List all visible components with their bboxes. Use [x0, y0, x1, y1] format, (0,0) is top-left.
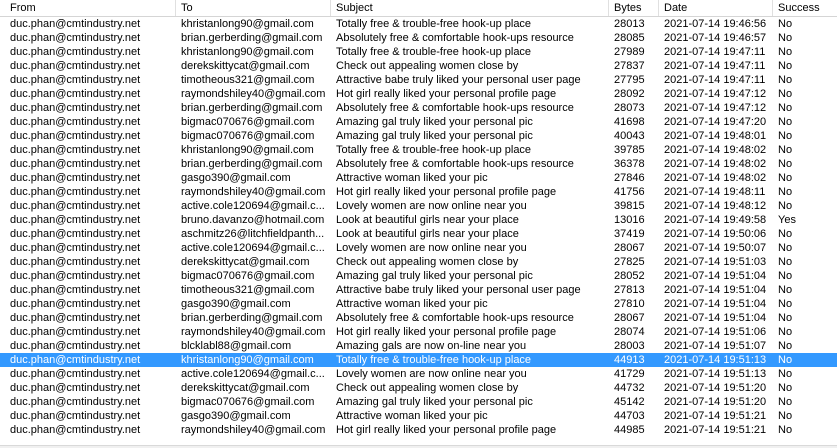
cell-from: duc.phan@cmtindustry.net	[10, 74, 141, 86]
cell-date: 2021-07-14 19:47:12	[664, 88, 767, 100]
cell-subject: Totally free & trouble-free hook-up place	[336, 354, 532, 366]
cell-date: 2021-07-14 19:48:02	[664, 144, 767, 156]
cell-success: No	[778, 312, 793, 324]
cell-subject: Totally free & trouble-free hook-up place	[336, 18, 532, 30]
cell-date: 2021-07-14 19:47:11	[664, 46, 766, 58]
cell-subject: Amazing gal truly liked your personal pic	[336, 130, 533, 142]
cell-to: gasgo390@gmail.com	[181, 410, 291, 422]
column-header-date[interactable]: Date	[659, 0, 773, 16]
column-header-to[interactable]: To	[176, 0, 331, 16]
cell-to: brian.gerberding@gmail.com	[181, 32, 323, 44]
cell-from: duc.phan@cmtindustry.net	[10, 46, 141, 58]
cell-from: duc.phan@cmtindustry.net	[10, 312, 141, 324]
cell-to: brian.gerberding@gmail.com	[181, 158, 323, 170]
cell-bytes: 44985	[614, 424, 645, 436]
table-row[interactable]	[0, 31, 837, 45]
cell-bytes: 27795	[614, 74, 645, 86]
cell-success: No	[778, 396, 793, 408]
cell-success: No	[778, 88, 793, 100]
cell-to: bigmac070676@gmail.com	[181, 270, 315, 282]
cell-subject: Check out appealing women close by	[336, 382, 519, 394]
cell-subject: Amazing gal truly liked your personal pic	[336, 116, 533, 128]
cell-subject: Amazing gal truly liked your personal pic	[336, 396, 533, 408]
cell-bytes: 28003	[614, 340, 645, 352]
table-row[interactable]	[0, 45, 837, 59]
cell-from: duc.phan@cmtindustry.net	[10, 102, 141, 114]
cell-to: blcklabl88@gmail.com	[181, 340, 292, 352]
cell-date: 2021-07-14 19:51:04	[664, 312, 767, 324]
cell-bytes: 27825	[614, 256, 645, 268]
cell-to: brian.gerberding@gmail.com	[181, 102, 323, 114]
cell-from: duc.phan@cmtindustry.net	[10, 410, 141, 422]
cell-date: 2021-07-14 19:50:07	[664, 242, 767, 254]
cell-subject: Amazing gal truly liked your personal pic	[336, 270, 533, 282]
cell-bytes: 44913	[614, 354, 645, 366]
cell-success: No	[778, 200, 793, 212]
cell-from: duc.phan@cmtindustry.net	[10, 200, 141, 212]
cell-subject: Look at beautiful girls near your place	[336, 214, 519, 226]
cell-from: duc.phan@cmtindustry.net	[10, 340, 141, 352]
cell-success: No	[778, 158, 793, 170]
cell-bytes: 40043	[614, 130, 645, 142]
cell-to: derekskittycat@gmail.com	[181, 382, 310, 394]
cell-date: 2021-07-14 19:48:12	[664, 200, 767, 212]
cell-from: duc.phan@cmtindustry.net	[10, 242, 141, 254]
cell-subject: Hot girl really liked your personal profile page	[336, 186, 557, 198]
cell-success: No	[778, 410, 793, 422]
cell-success: No	[778, 256, 793, 268]
cell-bytes: 27846	[614, 172, 645, 184]
cell-from: duc.phan@cmtindustry.net	[10, 144, 141, 156]
cell-subject: Check out appealing women close by	[336, 60, 519, 72]
cell-to: khristanlong90@gmail.com	[181, 354, 314, 366]
cell-from: duc.phan@cmtindustry.net	[10, 32, 141, 44]
cell-to: khristanlong90@gmail.com	[181, 18, 314, 30]
cell-subject: Totally free & trouble-free hook-up place	[336, 46, 532, 58]
cell-subject: Hot girl really liked your personal profile page	[336, 326, 557, 338]
cell-to: gasgo390@gmail.com	[181, 172, 291, 184]
cell-date: 2021-07-14 19:51:13	[664, 368, 767, 380]
cell-success: No	[778, 298, 793, 310]
cell-subject: Hot girl really liked your personal profile page	[336, 88, 557, 100]
table-row[interactable]	[0, 143, 837, 157]
cell-date: 2021-07-14 19:49:58	[664, 214, 767, 226]
cell-bytes: 41729	[614, 368, 645, 380]
cell-to: khristanlong90@gmail.com	[181, 46, 314, 58]
cell-success: No	[778, 116, 793, 128]
cell-subject: Absolutely free & comfortable hook-ups resource	[336, 32, 574, 44]
cell-bytes: 44703	[614, 410, 645, 422]
cell-to: raymondshiley40@gmail.com	[181, 326, 326, 338]
cell-bytes: 28085	[614, 32, 645, 44]
cell-to: gasgo390@gmail.com	[181, 298, 291, 310]
table-row[interactable]	[0, 269, 837, 283]
cell-success: No	[778, 74, 793, 86]
cell-subject: Lovely women are now online near you	[336, 242, 527, 254]
cell-success: No	[778, 340, 793, 352]
cell-from: duc.phan@cmtindustry.net	[10, 326, 141, 338]
cell-success: No	[778, 102, 793, 114]
cell-date: 2021-07-14 19:51:04	[664, 270, 767, 282]
cell-from: duc.phan@cmtindustry.net	[10, 60, 141, 72]
cell-to: bigmac070676@gmail.com	[181, 130, 315, 142]
column-header-success[interactable]: Success	[778, 2, 820, 14]
cell-date: 2021-07-14 19:46:56	[664, 18, 767, 30]
table-row[interactable]	[0, 115, 837, 129]
cell-success: No	[778, 270, 793, 282]
table-row[interactable]	[0, 199, 837, 213]
cell-from: duc.phan@cmtindustry.net	[10, 424, 141, 436]
cell-date: 2021-07-14 19:47:11	[664, 60, 766, 72]
cell-bytes: 41698	[614, 116, 645, 128]
cell-success: No	[778, 242, 793, 254]
table-row[interactable]	[0, 101, 837, 115]
table-row[interactable]	[0, 395, 837, 409]
cell-success: No	[778, 228, 793, 240]
cell-bytes: 28067	[614, 312, 645, 324]
cell-to: timotheous321@gmail.com	[181, 74, 315, 86]
cell-bytes: 28067	[614, 242, 645, 254]
cell-date: 2021-07-14 19:50:06	[664, 228, 767, 240]
cell-success: No	[778, 18, 793, 30]
cell-success: No	[778, 144, 793, 156]
cell-bytes: 28013	[614, 18, 645, 30]
cell-date: 2021-07-14 19:46:57	[664, 32, 767, 44]
table-row[interactable]	[0, 297, 837, 311]
cell-subject: Attractive woman liked your pic	[336, 298, 488, 310]
cell-success: No	[778, 382, 793, 394]
cell-subject: Attractive woman liked your pic	[336, 410, 488, 422]
cell-success: No	[778, 46, 793, 58]
cell-to: aschmitz26@litchfieldpanth...	[181, 228, 325, 240]
cell-bytes: 27837	[614, 60, 645, 72]
cell-date: 2021-07-14 19:47:12	[664, 102, 767, 114]
column-header-bar	[0, 0, 837, 17]
cell-success: No	[778, 172, 793, 184]
table-row[interactable]	[0, 255, 837, 269]
cell-from: duc.phan@cmtindustry.net	[10, 368, 141, 380]
cell-bytes: 41756	[614, 186, 645, 198]
cell-date: 2021-07-14 19:51:20	[664, 396, 767, 408]
table-row[interactable]	[0, 423, 837, 437]
cell-from: duc.phan@cmtindustry.net	[10, 396, 141, 408]
cell-subject: Attractive woman liked your pic	[336, 172, 488, 184]
cell-to: bigmac070676@gmail.com	[181, 396, 315, 408]
table-row[interactable]	[0, 227, 837, 241]
cell-date: 2021-07-14 19:51:06	[664, 326, 767, 338]
cell-to: brian.gerberding@gmail.com	[181, 312, 323, 324]
table-row[interactable]	[0, 157, 837, 171]
cell-to: bigmac070676@gmail.com	[181, 116, 315, 128]
table-row[interactable]	[0, 283, 837, 297]
cell-subject: Look at beautiful girls near your place	[336, 228, 519, 240]
table-row[interactable]	[0, 17, 837, 31]
column-header-from[interactable]: From	[5, 0, 176, 16]
table-row[interactable]	[0, 73, 837, 87]
cell-date: 2021-07-14 19:51:04	[664, 284, 767, 296]
cell-bytes: 27813	[614, 284, 645, 296]
cell-to: active.cole120694@gmail.c...	[181, 368, 325, 380]
cell-date: 2021-07-14 19:48:01	[664, 130, 767, 142]
cell-to: derekskittycat@gmail.com	[181, 256, 310, 268]
cell-subject: Amazing gals are now on-line near you	[336, 340, 527, 352]
cell-subject: Lovely women are now online near you	[336, 368, 527, 380]
cell-success: No	[778, 424, 793, 436]
cell-subject: Check out appealing women close by	[336, 256, 519, 268]
table-row[interactable]	[0, 87, 837, 101]
table-body	[0, 17, 837, 437]
cell-to: raymondshiley40@gmail.com	[181, 88, 326, 100]
cell-to: active.cole120694@gmail.c...	[181, 242, 325, 254]
cell-from: duc.phan@cmtindustry.net	[10, 130, 141, 142]
cell-success: Yes	[778, 214, 796, 226]
cell-bytes: 13016	[614, 214, 645, 226]
cell-to: khristanlong90@gmail.com	[181, 144, 314, 156]
cell-bytes: 39785	[614, 144, 645, 156]
table-row[interactable]	[0, 59, 837, 73]
table-row[interactable]	[0, 339, 837, 353]
table-row[interactable]	[0, 129, 837, 143]
cell-to: derekskittycat@gmail.com	[181, 60, 310, 72]
cell-from: duc.phan@cmtindustry.net	[10, 284, 141, 296]
cell-success: No	[778, 354, 793, 366]
cell-from: duc.phan@cmtindustry.net	[10, 158, 141, 170]
cell-bytes: 44732	[614, 382, 645, 394]
cell-bytes: 28073	[614, 102, 645, 114]
cell-success: No	[778, 60, 793, 72]
cell-from: duc.phan@cmtindustry.net	[10, 116, 141, 128]
cell-to: raymondshiley40@gmail.com	[181, 424, 326, 436]
cell-subject: Totally free & trouble-free hook-up place	[336, 144, 532, 156]
table-row[interactable]	[0, 367, 837, 381]
cell-from: duc.phan@cmtindustry.net	[10, 298, 141, 310]
cell-to: active.cole120694@gmail.c...	[181, 200, 325, 212]
column-header-bytes[interactable]: Bytes	[609, 0, 659, 16]
cell-success: No	[778, 186, 793, 198]
cell-date: 2021-07-14 19:51:03	[664, 256, 767, 268]
cell-bytes: 28074	[614, 326, 645, 338]
table-row[interactable]	[0, 311, 837, 325]
cell-from: duc.phan@cmtindustry.net	[10, 354, 141, 366]
cell-bytes: 37419	[614, 228, 645, 240]
cell-bytes: 28092	[614, 88, 645, 100]
cell-date: 2021-07-14 19:51:21	[664, 410, 767, 422]
cell-from: duc.phan@cmtindustry.net	[10, 256, 141, 268]
column-header-subject[interactable]: Subject	[331, 0, 609, 16]
cell-success: No	[778, 284, 793, 296]
cell-date: 2021-07-14 19:48:11	[664, 186, 766, 198]
cell-date: 2021-07-14 19:47:11	[664, 74, 766, 86]
cell-subject: Absolutely free & comfortable hook-ups resource	[336, 158, 574, 170]
cell-subject: Absolutely free & comfortable hook-ups resource	[336, 102, 574, 114]
cell-success: No	[778, 368, 793, 380]
cell-subject: Hot girl really liked your personal profile page	[336, 424, 557, 436]
table-row[interactable]	[0, 325, 837, 339]
cell-from: duc.phan@cmtindustry.net	[10, 214, 141, 226]
cell-from: duc.phan@cmtindustry.net	[10, 186, 141, 198]
cell-success: No	[778, 32, 793, 44]
table-row[interactable]	[0, 185, 837, 199]
cell-from: duc.phan@cmtindustry.net	[10, 270, 141, 282]
cell-date: 2021-07-14 19:51:13	[664, 354, 767, 366]
cell-bytes: 27810	[614, 298, 645, 310]
cell-date: 2021-07-14 19:48:02	[664, 158, 767, 170]
cell-from: duc.phan@cmtindustry.net	[10, 172, 141, 184]
cell-from: duc.phan@cmtindustry.net	[10, 88, 141, 100]
cell-to: raymondshiley40@gmail.com	[181, 186, 326, 198]
table-row[interactable]	[0, 353, 837, 367]
cell-subject: Attractive babe truly liked your personal user page	[336, 284, 581, 296]
cell-from: duc.phan@cmtindustry.net	[10, 18, 141, 30]
table-row[interactable]	[0, 241, 837, 255]
cell-bytes: 36378	[614, 158, 645, 170]
cell-success: No	[778, 130, 793, 142]
cell-bytes: 39815	[614, 200, 645, 212]
cell-date: 2021-07-14 19:51:04	[664, 298, 767, 310]
cell-date: 2021-07-14 19:51:07	[664, 340, 767, 352]
table-row[interactable]	[0, 381, 837, 395]
cell-bytes: 28052	[614, 270, 645, 282]
table-row[interactable]	[0, 409, 837, 423]
cell-subject: Lovely women are now online near you	[336, 200, 527, 212]
cell-bytes: 27989	[614, 46, 645, 58]
table-row[interactable]	[0, 171, 837, 185]
cell-subject: Attractive babe truly liked your personal user page	[336, 74, 581, 86]
cell-from: duc.phan@cmtindustry.net	[10, 382, 141, 394]
table-row[interactable]	[0, 213, 837, 227]
cell-from: duc.phan@cmtindustry.net	[10, 228, 141, 240]
cell-bytes: 45142	[614, 396, 645, 408]
cell-date: 2021-07-14 19:51:20	[664, 382, 767, 394]
cell-subject: Absolutely free & comfortable hook-ups resource	[336, 312, 574, 324]
cell-success: No	[778, 326, 793, 338]
cell-to: bruno.davanzo@hotmail.com	[181, 214, 325, 226]
cell-to: timotheous321@gmail.com	[181, 284, 315, 296]
cell-date: 2021-07-14 19:48:02	[664, 172, 767, 184]
cell-date: 2021-07-14 19:47:20	[664, 116, 767, 128]
cell-date: 2021-07-14 19:51:21	[664, 424, 767, 436]
